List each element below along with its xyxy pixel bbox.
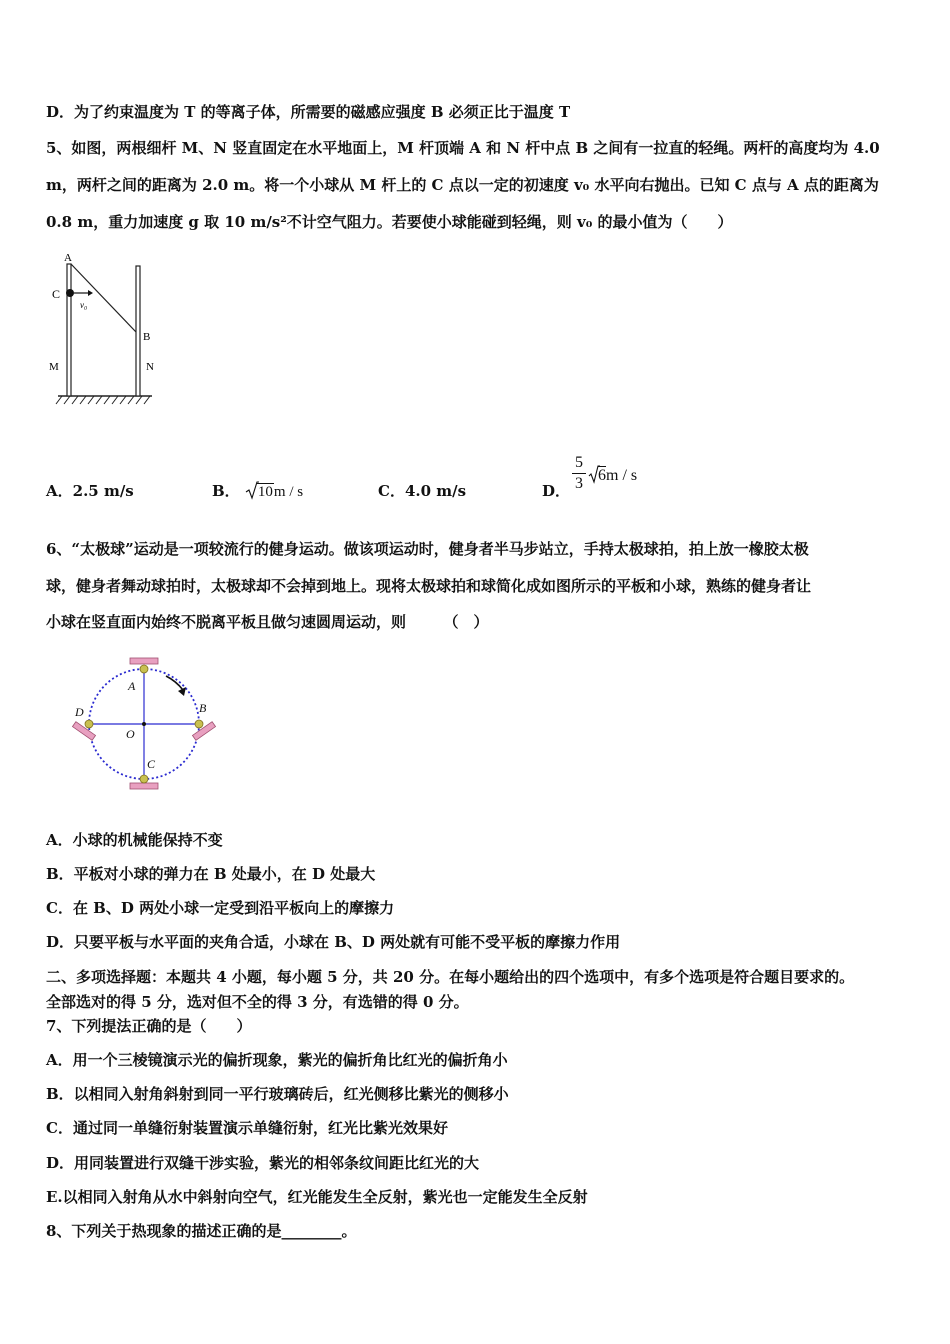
pole-n	[136, 266, 140, 396]
q5-stem-line2: m，两杆之间的距离为 2.0 m。将一个小球从 M 杆上的 C 点以一定的初速度 v₀ 水平向右抛出。已知 C 点与 A 点的距离为	[46, 176, 879, 194]
fraction-numerator: 5	[575, 454, 583, 471]
q5-figure-poles-rope	[40, 250, 170, 410]
label-c: C	[52, 287, 61, 301]
label-v0: v₀	[80, 300, 88, 310]
pole-m	[67, 264, 71, 396]
q5-option-b-radicand: 10	[257, 484, 273, 500]
q5-option-b-unit: m / s	[273, 484, 304, 500]
label-n: N	[146, 361, 154, 373]
board-top	[130, 658, 158, 664]
q7-stem: 7、下列提法正确的是（ ）	[46, 1017, 252, 1035]
section2-heading-line2: 全部选对的得 5 分，选对但不全的得 3 分，有选错的得 0 分。	[46, 993, 469, 1011]
q7-option-b: B．以相同入射角斜射到同一平行玻璃砖后，红光侧移比紫光的侧移小	[46, 1085, 509, 1103]
q5-option-a: A．2.5 m/s	[46, 482, 134, 500]
label-a: A	[64, 252, 72, 264]
label-m: M	[49, 361, 59, 373]
q8-stem: 8、下列关于热现象的描述正确的是________。	[46, 1222, 357, 1240]
q7-option-c: C．通过同一单缝衍射装置演示单缝衍射，红光比紫光效果好	[46, 1119, 448, 1137]
q5-stem-line3: 0.8 m，重力加速度 g 取 10 m/s²不计空气阻力。若要使小球能碰到轻绳，则 v₀ 的最小值为（ ）	[46, 213, 733, 231]
q7-option-d: D．用同装置进行双缝干涉实验，紫光的相邻条纹间距比红光的大	[46, 1154, 480, 1172]
q6-option-b: B．平板对小球的弹力在 B 处最小，在 D 处最大	[46, 865, 376, 883]
q6-stem-line2: 球，健身者舞动球拍时，太极球却不会掉到地上。现将太极球拍和球简化成如图所示的平板和小球，熟练的健身者让	[46, 577, 812, 595]
rope	[71, 264, 136, 332]
q6-stem-line3: 小球在竖直面内始终不脱离平板且做匀速圆周运动，则 （ ）	[46, 613, 489, 631]
label-a: A	[128, 679, 136, 693]
q5-option-d-radicand: 6	[598, 467, 606, 484]
q6-option-c: C．在 B、D 两处小球一定受到沿平板向上的摩擦力	[46, 899, 395, 917]
label-o: O	[126, 727, 135, 741]
label-b: B	[199, 701, 207, 715]
label-c: C	[147, 757, 156, 771]
fraction-denominator: 3	[575, 475, 583, 492]
ball-c	[66, 289, 74, 297]
q6-figure-taiji-circle	[68, 654, 223, 796]
q7-option-e: E.以相同入射角从水中斜射向空气，红光能发生全反射，紫光也一定能发生全反射	[46, 1188, 588, 1206]
q5-option-d-prefix: D．	[542, 482, 571, 500]
q6-stem-line1: 6、“太极球”运动是一项较流行的健身运动。做该项运动时，健身者半马步站立，手持太极球拍，拍上放一橡胶太极	[46, 540, 809, 558]
q5-stem-line1: 5、如图，两根细杆 M、N 竖直固定在水平地面上，M 杆顶端 A 和 N 杆中点 B 之间有一拉直的轻绳。两杆的高度均为 4.0	[46, 139, 880, 157]
q5-option-d-unit: m / s	[606, 467, 638, 484]
q5-option-b	[212, 480, 303, 501]
q5-option-d-fraction	[572, 454, 586, 493]
board-bottom	[130, 783, 158, 789]
label-d: D	[75, 705, 84, 719]
label-b: B	[143, 331, 151, 343]
q5-option-c: C．4.0 m/s	[378, 482, 467, 500]
q7-option-a: A．用一个三棱镜演示光的偏折现象，紫光的偏折角比红光的偏折角小	[46, 1051, 508, 1069]
q5-option-d-root	[588, 464, 637, 485]
section2-heading-line1: 二、多项选择题：本题共 4 小题，每小题 5 分，共 20 分。在每小题给出的四个选项中，有多个选项是符合题目要求的。	[46, 968, 855, 986]
q6-option-a: A．小球的机械能保持不变	[46, 831, 223, 849]
q5-option-b-prefix: B．	[212, 482, 240, 500]
q6-option-d: D．只要平板与水平面的夹角合适，小球在 B、D 两处就有可能不受平板的摩擦力作用	[46, 933, 621, 951]
q4-option-d: D．为了约束温度为 T 的等离子体，所需要的磁感应强度 B 必须正比于温度 T	[46, 103, 571, 121]
